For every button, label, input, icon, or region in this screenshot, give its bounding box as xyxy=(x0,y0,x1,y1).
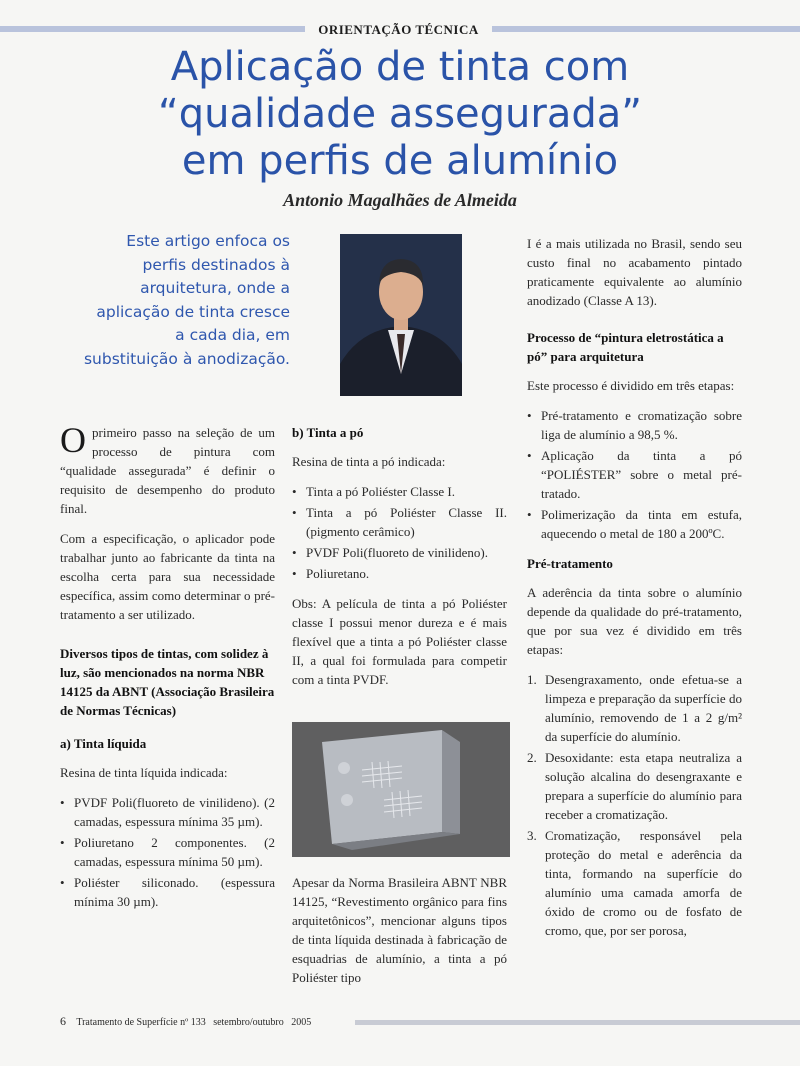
list-item xyxy=(527,670,742,746)
lead-paragraph xyxy=(45,230,290,371)
list-item: • Polimerização da tinta em estufa, aquecendo o metal de 180 a 200ºC. xyxy=(527,505,742,543)
lead-line: aplicação de tinta cresce xyxy=(96,302,290,321)
paragraph: Com a especificação, o aplicador pode trabalhar junto ao fabricante da tinta na escolha certa para sua necessidade específica, assim como determinar o pré-tratamento a ser utilizado. xyxy=(60,531,275,622)
step-number: 3. xyxy=(527,828,537,843)
resin-list xyxy=(60,793,275,911)
list-item: • Poliéster siliconado. (espessura mínima 30 µm). xyxy=(60,873,275,911)
column-2 xyxy=(292,423,507,700)
lead-line: substituição à anodização. xyxy=(83,349,290,368)
subheading: b) Tinta a pó xyxy=(292,425,364,440)
list-item: • Pré-tratamento e cromatização sobre liga de alumínio a 98,5 %. xyxy=(527,406,742,444)
aluminum-sample-photo xyxy=(292,722,510,857)
author-byline: Antonio Magalhães de Almeida xyxy=(283,190,517,210)
list-item: • Poliuretano 2 componentes. (2 camadas, espessura mínima 50 µm). xyxy=(60,833,275,871)
stage-list xyxy=(527,406,742,543)
section-rule-left xyxy=(0,26,305,32)
footer-text: Tratamento de Superfície nº 133 setembro/outubro 2005 xyxy=(76,1017,312,1028)
column-1 xyxy=(60,420,275,922)
article-title xyxy=(0,44,800,185)
author-photo xyxy=(340,234,462,396)
paragraph: Resina de tinta líquida indicada: xyxy=(60,765,228,780)
author-portrait-illustration xyxy=(340,234,462,396)
column-3 xyxy=(527,234,742,951)
list-item: • PVDF Poli(fluoreto de vinilideno). xyxy=(292,543,507,562)
lead-line: arquitetura, onde a xyxy=(140,279,290,297)
intro-paragraph xyxy=(60,420,275,518)
step-number: 2. xyxy=(527,750,537,765)
paragraph: I é a mais utilizada no Brasil, sendo seu custo final no acabamento pintado praticamente equivalente ao alumínio anodizado (Classe A 13). xyxy=(527,236,742,308)
intro-text: primeiro passo na seleção de um processo de pintura com “qualidade assegurada” é definir o requisito de desempenho do produto final. xyxy=(60,425,275,516)
list-item: • Poliuretano. xyxy=(292,564,507,583)
list-item xyxy=(527,748,742,824)
title-line: “qualidade assegurada” xyxy=(158,91,642,137)
list-item: • PVDF Poli(fluoreto de vinilideno). (2 camadas, espessura mínima 35 µm). xyxy=(60,793,275,831)
drop-cap: O xyxy=(60,420,86,460)
section-rule-right xyxy=(492,26,800,32)
list-item: • Tinta a pó Poliéster Classe II. (pigmento cerâmico) xyxy=(292,503,507,541)
obs-paragraph: Obs: A película de tinta a pó Poliéster classe I possui menor dureza e é mais flexível que a tinta a pó Poliéster classe II, a qual foi formulada para competir com a tinta PVDF. xyxy=(292,596,507,687)
page-number: 6 xyxy=(60,1014,66,1028)
section-heading: Pré-tratamento xyxy=(527,556,613,571)
title-line: em perfis de alumínio xyxy=(181,138,619,184)
paragraph: Apesar da Norma Brasileira ABNT NBR 14125, “Revestimento orgânico para fins arquitetônicos”, mencionar alguns tipos de tinta líquida destinada à fabricação de esquadrias de alumínio, a tinta a pó Poliéster tipo xyxy=(292,875,507,985)
resin-list xyxy=(292,482,507,583)
footer-rule xyxy=(355,1020,800,1025)
page-footer xyxy=(60,1014,311,1029)
paragraph: Este processo é dividido em três etapas: xyxy=(527,378,735,393)
title-line: Aplicação de tinta com xyxy=(170,44,630,90)
column-2-bottom xyxy=(292,873,507,998)
step-list xyxy=(527,670,742,940)
step-text: Desoxidante: esta etapa neutraliza a solução alcalina do desengraxante e prepara a superfície do alumínio para receber a cromatização. xyxy=(545,750,742,822)
lead-line: perfis destinados à xyxy=(142,255,290,274)
step-text: Cromatização, responsável pela proteção do metal e aderência da tinta, formando na superfície do alumínio uma camada amorfa de óxido de cromo ou de fosfato de cromo, que, por ser porosa, xyxy=(545,828,742,938)
sample-illustration xyxy=(292,722,510,857)
lead-line: a cada dia, em xyxy=(175,326,290,344)
list-item xyxy=(527,826,742,940)
section-heading: Diversos tipos de tintas, com solidez à luz, são mencionados na norma NBR 14125 da ABNT (Associação Brasileira de Normas Técnicas) xyxy=(60,646,275,718)
list-item: • Tinta a pó Poliéster Classe I. xyxy=(292,482,507,501)
section-heading: Processo de “pintura eletrostática a pó” para arquitetura xyxy=(527,330,724,364)
paragraph: Resina de tinta a pó indicada: xyxy=(292,454,446,469)
step-text: Desengraxamento, onde efetua-se a limpeza e preparação da superfície do alumínio, removendo de 1 a 2 g/m² da superfície do alumínio. xyxy=(545,672,742,744)
step-number: 1. xyxy=(527,672,537,687)
subheading: a) Tinta líquida xyxy=(60,736,147,751)
section-bar xyxy=(0,22,800,36)
paragraph: A aderência da tinta sobre o alumínio depende da qualidade do pré-tratamento, que por sua vez é dividido em três etapas: xyxy=(527,585,742,657)
section-label: ORIENTAÇÃO TÉCNICA xyxy=(318,22,479,37)
lead-line: Este artigo enfoca os xyxy=(126,232,290,250)
list-item: • Aplicação da tinta a pó “POLIÉSTER” sobre o metal pré-tratado. xyxy=(527,446,742,503)
